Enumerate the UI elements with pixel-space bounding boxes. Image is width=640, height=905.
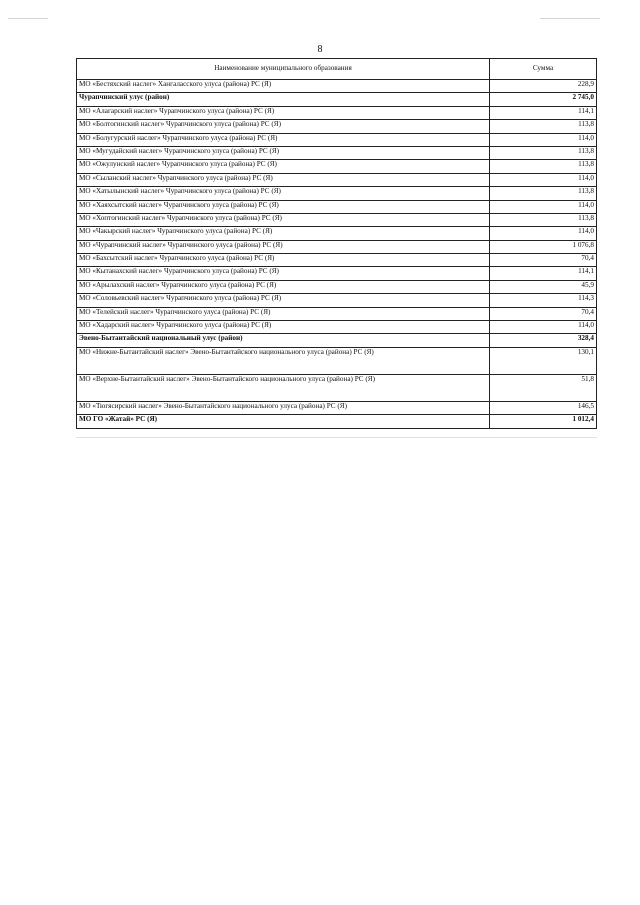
row-name: МО «Сыланский наслег» Чурапчинского улуса (района) РС (Я) <box>77 173 490 186</box>
table-row <box>77 133 597 146</box>
row-name: МО «Хадарский наслег» Чурапчинского улуса (района) РС (Я) <box>77 321 490 334</box>
row-name: МО «Мугудайский наслег» Чурапчинского улуса (района) РС (Я) <box>77 146 490 159</box>
table-row <box>77 213 597 226</box>
row-name: МО «Соловьевский наслег» Чурапчинского улуса (района) РС (Я) <box>77 294 490 307</box>
row-sum: 51,8 <box>490 374 597 401</box>
row-sum: 114,0 <box>490 227 597 240</box>
table-header-row <box>77 59 597 80</box>
header-name: Наименование муниципального образования <box>77 59 490 80</box>
row-name: МО «Бестяхский наслег» Хангаласского улуса (района) РС (Я) <box>77 80 490 93</box>
table-row <box>77 227 597 240</box>
page-number: 8 <box>317 44 323 55</box>
row-sum: 114,3 <box>490 294 597 307</box>
row-sum: 1 076,8 <box>490 240 597 253</box>
row-sum: 113,8 <box>490 213 597 226</box>
row-name: Чурапчинский улус (район) <box>77 93 490 106</box>
row-sum: 113,8 <box>490 187 597 200</box>
table-row <box>77 321 597 334</box>
scan-artifact <box>76 437 597 438</box>
row-sum: 146,5 <box>490 401 597 414</box>
row-sum: 70,4 <box>490 254 597 267</box>
table-row <box>77 374 597 401</box>
row-sum: 114,0 <box>490 173 597 186</box>
row-sum: 114,1 <box>490 106 597 119</box>
row-name: МО «Хаяхсытский наслег» Чурапчинского улуса (района) РС (Я) <box>77 200 490 213</box>
table-row <box>77 294 597 307</box>
row-sum: 113,8 <box>490 160 597 173</box>
row-name: МО «Бахсытский наслег» Чурапчинского улуса (района) РС (Я) <box>77 254 490 267</box>
row-sum: 114,0 <box>490 200 597 213</box>
row-sum: 113,8 <box>490 146 597 159</box>
row-name: МО «Верхне-Бытантайский наслег» Эвено-Бытантайского национального улуса (района) РС (Я) <box>77 374 490 401</box>
scan-artifact <box>540 18 600 19</box>
row-name: МО «Кытанахский наслег» Чурапчинского улуса (района) РС (Я) <box>77 267 490 280</box>
row-name: МО «Чакырский наслег» Чурапчинского улуса (района) РС (Я) <box>77 227 490 240</box>
row-name: МО «Болугурский наслег» Чурапчинского улуса (района) РС (Я) <box>77 133 490 146</box>
header-sum: Сумма <box>490 59 597 80</box>
row-sum: 114,1 <box>490 267 597 280</box>
table-row <box>77 280 597 293</box>
table-row-total <box>77 334 597 347</box>
row-name: МО «Нижне-Бытантайский наслег» Эвено-Бытантайского национального улуса (района) РС (Я) <box>77 347 490 374</box>
row-name: МО «Алагарский наслег» Чурапчинского улуса (района) РС (Я) <box>77 106 490 119</box>
table-row <box>77 240 597 253</box>
table-row <box>77 106 597 119</box>
row-name: МО «Хатылынский наслег» Чурапчинского улуса (района) РС (Я) <box>77 187 490 200</box>
row-sum: 70,4 <box>490 307 597 320</box>
table-row <box>77 307 597 320</box>
table-row <box>77 401 597 414</box>
row-sum: 1 012,4 <box>490 415 597 428</box>
table-row <box>77 120 597 133</box>
table-row <box>77 160 597 173</box>
table-body <box>77 80 597 429</box>
row-name: МО ГО «Жатай» РС (Я) <box>77 415 490 428</box>
row-name: Эвено-Бытантайский национальный улус (район) <box>77 334 490 347</box>
table-row <box>77 200 597 213</box>
row-name: МО «Хоптогинский наслег» Чурапчинского улуса (района) РС (Я) <box>77 213 490 226</box>
row-sum: 45,9 <box>490 280 597 293</box>
row-sum: 228,9 <box>490 80 597 93</box>
row-sum: 113,8 <box>490 120 597 133</box>
table-row <box>77 254 597 267</box>
table-row-total <box>77 415 597 428</box>
table-row <box>77 267 597 280</box>
table-row <box>77 80 597 93</box>
allocation-table <box>76 58 597 429</box>
row-name: МО «Ожулунский наслег» Чурапчинского улуса (района) РС (Я) <box>77 160 490 173</box>
row-sum: 2 745,0 <box>490 93 597 106</box>
table-row <box>77 347 597 374</box>
row-sum: 130,1 <box>490 347 597 374</box>
scan-artifact <box>8 18 48 19</box>
row-name: МО «Телейский наслег» Чурапчинского улуса (района) РС (Я) <box>77 307 490 320</box>
row-name: МО «Болтогинский наслег» Чурапчинского улуса (района) РС (Я) <box>77 120 490 133</box>
table-row <box>77 187 597 200</box>
row-name: МО «Арылахский наслег» Чурапчинского улуса (района) РС (Я) <box>77 280 490 293</box>
row-sum: 114,0 <box>490 321 597 334</box>
table-row-total <box>77 93 597 106</box>
table-row <box>77 173 597 186</box>
row-sum: 114,0 <box>490 133 597 146</box>
row-name: МО «Чурапчинский наслег» Чурапчинского улуса (района) РС (Я) <box>77 240 490 253</box>
row-name: МО «Тюгясирский наслег» Эвено-Бытантайского национального улуса (района) РС (Я) <box>77 401 490 414</box>
row-sum: 328,4 <box>490 334 597 347</box>
table-row <box>77 146 597 159</box>
